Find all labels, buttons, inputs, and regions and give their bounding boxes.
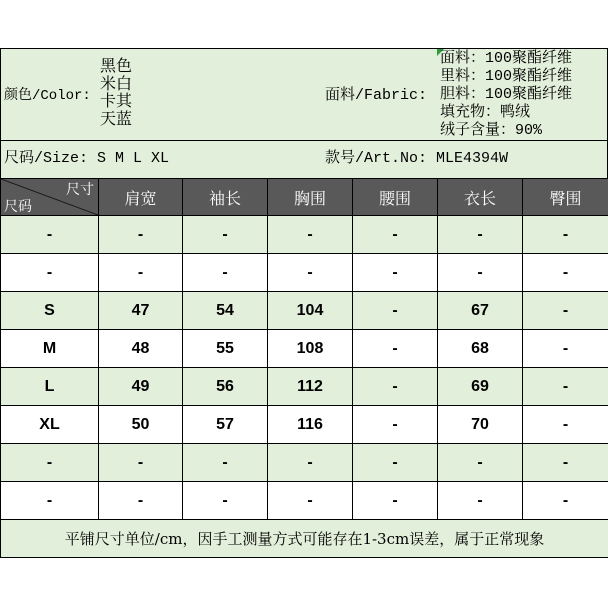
shoulder-width-cell: - (99, 254, 183, 292)
column-header-chest: 胸围 (268, 179, 353, 216)
shoulder-width-cell: 50 (99, 406, 183, 444)
table-row (1, 292, 608, 330)
hip-cell: - (523, 406, 608, 444)
corner-header-cell (1, 179, 99, 216)
column-header-sleeve-length: 袖长 (183, 179, 268, 216)
size-cell: - (1, 254, 99, 292)
table-header-row (1, 179, 608, 216)
shoulder-width-cell: - (99, 482, 183, 520)
size-artno-band (0, 140, 608, 179)
fabric-detail: 里料：100聚酯纤维 (440, 68, 573, 85)
size-cell: - (1, 482, 99, 520)
corner-label-measurement: 尺寸 (66, 181, 94, 197)
waist-cell: - (353, 292, 438, 330)
body-length-cell: 70 (438, 406, 523, 444)
table-row (1, 444, 608, 482)
table-row (1, 406, 608, 444)
corner-label-size: 尺码 (4, 198, 32, 214)
chest-cell: - (268, 482, 353, 520)
hip-cell: - (523, 292, 608, 330)
waist-cell: - (353, 444, 438, 482)
sleeve-length-cell: 55 (183, 330, 268, 368)
size-cell: - (1, 216, 99, 254)
body-length-cell: 67 (438, 292, 523, 330)
body-length-cell: - (438, 216, 523, 254)
sleeve-length-cell: 57 (183, 406, 268, 444)
size-cell: XL (1, 406, 99, 444)
body-length-cell: 68 (438, 330, 523, 368)
color-option: 卡其 (100, 93, 133, 112)
hip-cell: - (523, 330, 608, 368)
shoulder-width-cell: 48 (99, 330, 183, 368)
column-header-hip: 臀围 (523, 179, 608, 216)
waist-cell: - (353, 216, 438, 254)
hip-cell: - (523, 216, 608, 254)
table-row (1, 216, 608, 254)
size-summary (4, 150, 169, 168)
measurement-note: 平铺尺寸单位/cm，因手工测量方式可能存在1-3cm误差，属于正常现象 (1, 520, 608, 558)
sleeve-length-cell: - (183, 482, 268, 520)
waist-cell: - (353, 368, 438, 406)
chest-cell: 112 (268, 368, 353, 406)
column-header-waist: 腰围 (353, 179, 438, 216)
art-number-label: 款号/Art.No: (325, 150, 428, 167)
waist-cell: - (353, 254, 438, 292)
size-cell: - (1, 444, 99, 482)
fabric-detail-list (440, 50, 572, 140)
fabric-label: 面料/Fabric: (325, 87, 428, 104)
color-option: 米白 (100, 75, 133, 94)
chest-cell: 116 (268, 406, 353, 444)
column-header-shoulder-width: 肩宽 (99, 179, 183, 216)
chest-cell: - (268, 254, 353, 292)
sleeve-length-cell: - (183, 216, 268, 254)
body-length-cell: 69 (438, 368, 523, 406)
sleeve-length-cell: 54 (183, 292, 268, 330)
fabric-detail: 胆料：100聚酯纤维 (440, 86, 573, 103)
fabric-detail: 面料：100聚酯纤维 (440, 50, 573, 67)
table-row (1, 330, 608, 368)
sleeve-length-cell: - (183, 254, 268, 292)
sleeve-length-cell: 56 (183, 368, 268, 406)
hip-cell: - (523, 368, 608, 406)
table-row (1, 368, 608, 406)
hip-cell: - (523, 254, 608, 292)
color-list (100, 59, 132, 130)
waist-cell: - (353, 482, 438, 520)
size-label: 尺码/Size: (4, 150, 89, 167)
hip-cell: - (523, 444, 608, 482)
hip-cell: - (523, 482, 608, 520)
shoulder-width-cell: 47 (99, 292, 183, 330)
size-cell: L (1, 368, 99, 406)
table-row (1, 254, 608, 292)
body-length-cell: - (438, 482, 523, 520)
art-number-value: MLE4394W (436, 150, 509, 167)
shoulder-width-cell: 49 (99, 368, 183, 406)
size-cell: M (1, 330, 99, 368)
color-option: 黑色 (100, 58, 133, 76)
table-row (1, 482, 608, 520)
size-list: S M L XL (97, 150, 170, 167)
art-number (325, 150, 508, 168)
chest-cell: 108 (268, 330, 353, 368)
column-header-body-length: 衣长 (438, 179, 523, 216)
color-option: 天蓝 (100, 111, 133, 130)
fabric-detail: 填充物：鸭绒 (440, 104, 531, 121)
waist-cell: - (353, 406, 438, 444)
shoulder-width-cell: - (99, 216, 183, 254)
shoulder-width-cell: - (99, 444, 183, 482)
sleeve-length-cell: - (183, 444, 268, 482)
waist-cell: - (353, 330, 438, 368)
size-cell: S (1, 292, 99, 330)
chest-cell: 104 (268, 292, 353, 330)
table-footer-row (1, 520, 608, 558)
fabric-detail: 绒子含量：90% (440, 122, 543, 139)
chest-cell: - (268, 444, 353, 482)
body-length-cell: - (438, 444, 523, 482)
color-label: 颜色/Color: (4, 88, 91, 104)
chest-cell: - (268, 216, 353, 254)
product-info-band (0, 48, 608, 141)
size-table (0, 178, 608, 558)
body-length-cell: - (438, 254, 523, 292)
